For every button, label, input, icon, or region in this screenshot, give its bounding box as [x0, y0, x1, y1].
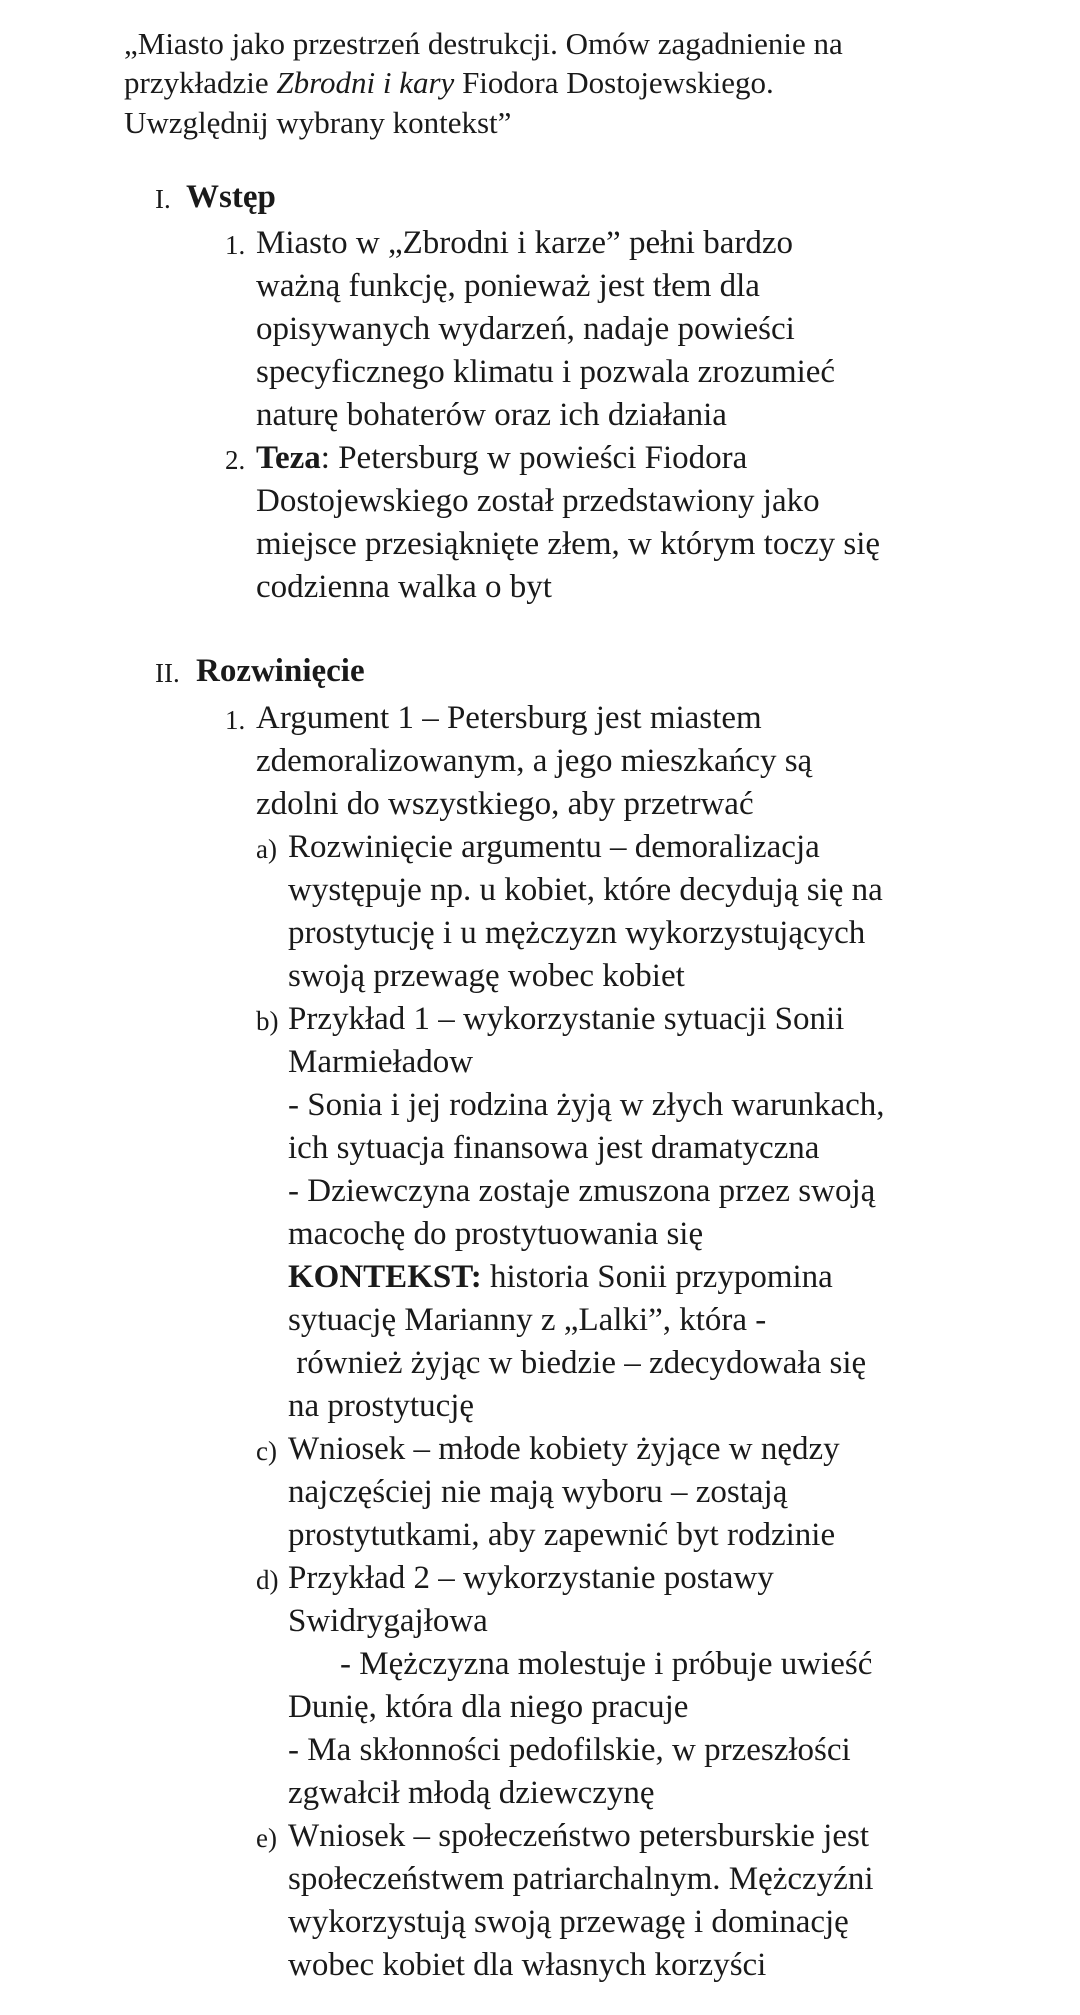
- sub-item-label: a): [256, 834, 277, 864]
- list-item-text: : Petersburg w powieści Fiodora: [320, 440, 748, 476]
- list-item-line: Miasto w „Zbrodni i karze” pełni bardzo: [256, 225, 793, 261]
- sub-item-line: macochę do prostytuowania się: [288, 1216, 704, 1252]
- prompt-text: przykładzie: [124, 65, 277, 100]
- sub-item-line: prostytutkami, aby zapewnić byt rodzinie: [288, 1517, 836, 1553]
- list-item-line: miejsce przesiąknięte złem, w którym toczy się: [256, 526, 881, 562]
- list-number: 2.: [225, 445, 246, 475]
- prompt-text: Fiodora Dostojewskiego.: [454, 65, 774, 100]
- sub-item-line: Wniosek – młode kobiety żyjące w nędzy: [288, 1431, 840, 1467]
- prompt-line: [124, 67, 774, 98]
- sub-item-line: prostytucję i u mężczyzn wykorzystujących: [288, 915, 866, 951]
- sub-item-line: społeczeństwem patriarchalnym. Mężczyźni: [288, 1861, 874, 1897]
- prompt-line: Uwzględnij wybrany kontekst”: [124, 105, 512, 140]
- section-heading: Rozwinięcie: [196, 653, 365, 689]
- context-line: sytuację Marianny z „Lalki”, która -: [288, 1302, 767, 1338]
- list-item-line: codzienna walka o byt: [256, 569, 552, 605]
- sub-item-line: wobec kobiet dla własnych korzyści: [288, 1947, 767, 1983]
- sub-item-line: - Dziewczyna zostaje zmuszona przez swoją: [288, 1173, 876, 1209]
- sub-item-line: ich sytuacja finansowa jest dramatyczna: [288, 1130, 820, 1166]
- section-numeral: II.: [155, 658, 180, 688]
- list-item-line: specyficznego klimatu i pozwala zrozumieć: [256, 354, 836, 390]
- context-text: historia Sonii przypomina: [481, 1259, 833, 1295]
- section-numeral: I.: [155, 184, 171, 214]
- sub-item-line: zgwałcił młodą dziewczynę: [288, 1775, 655, 1811]
- sub-item-line: wykorzystują swoją przewagę i dominację: [288, 1904, 849, 1940]
- list-item-line: zdemoralizowanym, a jego mieszkańcy są: [256, 743, 813, 779]
- context-label: KONTEKST:: [288, 1259, 482, 1295]
- sub-item-line: Swidrygajłowa: [288, 1603, 488, 1639]
- thesis-label: Teza: [256, 440, 321, 476]
- book-title: Zbrodni i kary: [276, 65, 455, 100]
- sub-item-line: Rozwinięcie argumentu – demoralizacja: [288, 829, 820, 865]
- list-item-line: naturę bohaterów oraz ich działania: [256, 397, 727, 433]
- sub-item-line: swoją przewagę wobec kobiet: [288, 958, 685, 994]
- sub-item-label: c): [256, 1436, 277, 1466]
- list-item-line: [256, 442, 747, 475]
- context-line: również żyjąc w biedzie – zdecydowała się: [288, 1345, 867, 1381]
- context-line: [288, 1261, 833, 1294]
- list-item-line: ważną funkcję, ponieważ jest tłem dla: [256, 268, 760, 304]
- sub-item-line: Wniosek – społeczeństwo petersburskie jest: [288, 1818, 870, 1854]
- sub-item-line: Przykład 1 – wykorzystanie sytuacji Sonii: [288, 1001, 845, 1037]
- list-number: 1.: [225, 230, 246, 260]
- sub-item-line: Marmieładow: [288, 1044, 474, 1080]
- list-item-line: opisywanych wydarzeń, nadaje powieści: [256, 311, 795, 347]
- sub-item-line: najczęściej nie mają wyboru – zostają: [288, 1474, 788, 1510]
- sub-item-label: d): [256, 1565, 279, 1595]
- list-item-line: Argument 1 – Petersburg jest miastem: [256, 700, 762, 736]
- sub-item-label: e): [256, 1823, 277, 1853]
- sub-item-line: - Mężczyzna molestuje i próbuje uwieść: [340, 1646, 873, 1682]
- list-number: 1.: [225, 705, 246, 735]
- sub-item-line: występuje np. u kobiet, które decydują się na: [288, 872, 883, 908]
- context-line: na prostytucję: [288, 1388, 475, 1424]
- sub-item-line: - Ma skłonności pedofilskie, w przeszłości: [288, 1732, 851, 1768]
- sub-item-label: b): [256, 1006, 279, 1036]
- list-item-line: Dostojewskiego został przedstawiony jako: [256, 483, 820, 519]
- section-heading: Wstęp: [186, 179, 276, 215]
- prompt-line: „Miasto jako przestrzeń destrukcji. Omów zagadnienie na: [124, 26, 843, 61]
- list-item-line: zdolni do wszystkiego, aby przetrwać: [256, 786, 754, 822]
- sub-item-line: Dunię, która dla niego pracuje: [288, 1689, 689, 1725]
- sub-item-line: Przykład 2 – wykorzystanie postawy: [288, 1560, 774, 1596]
- sub-item-line: - Sonia i jej rodzina żyją w złych warunkach,: [288, 1087, 885, 1123]
